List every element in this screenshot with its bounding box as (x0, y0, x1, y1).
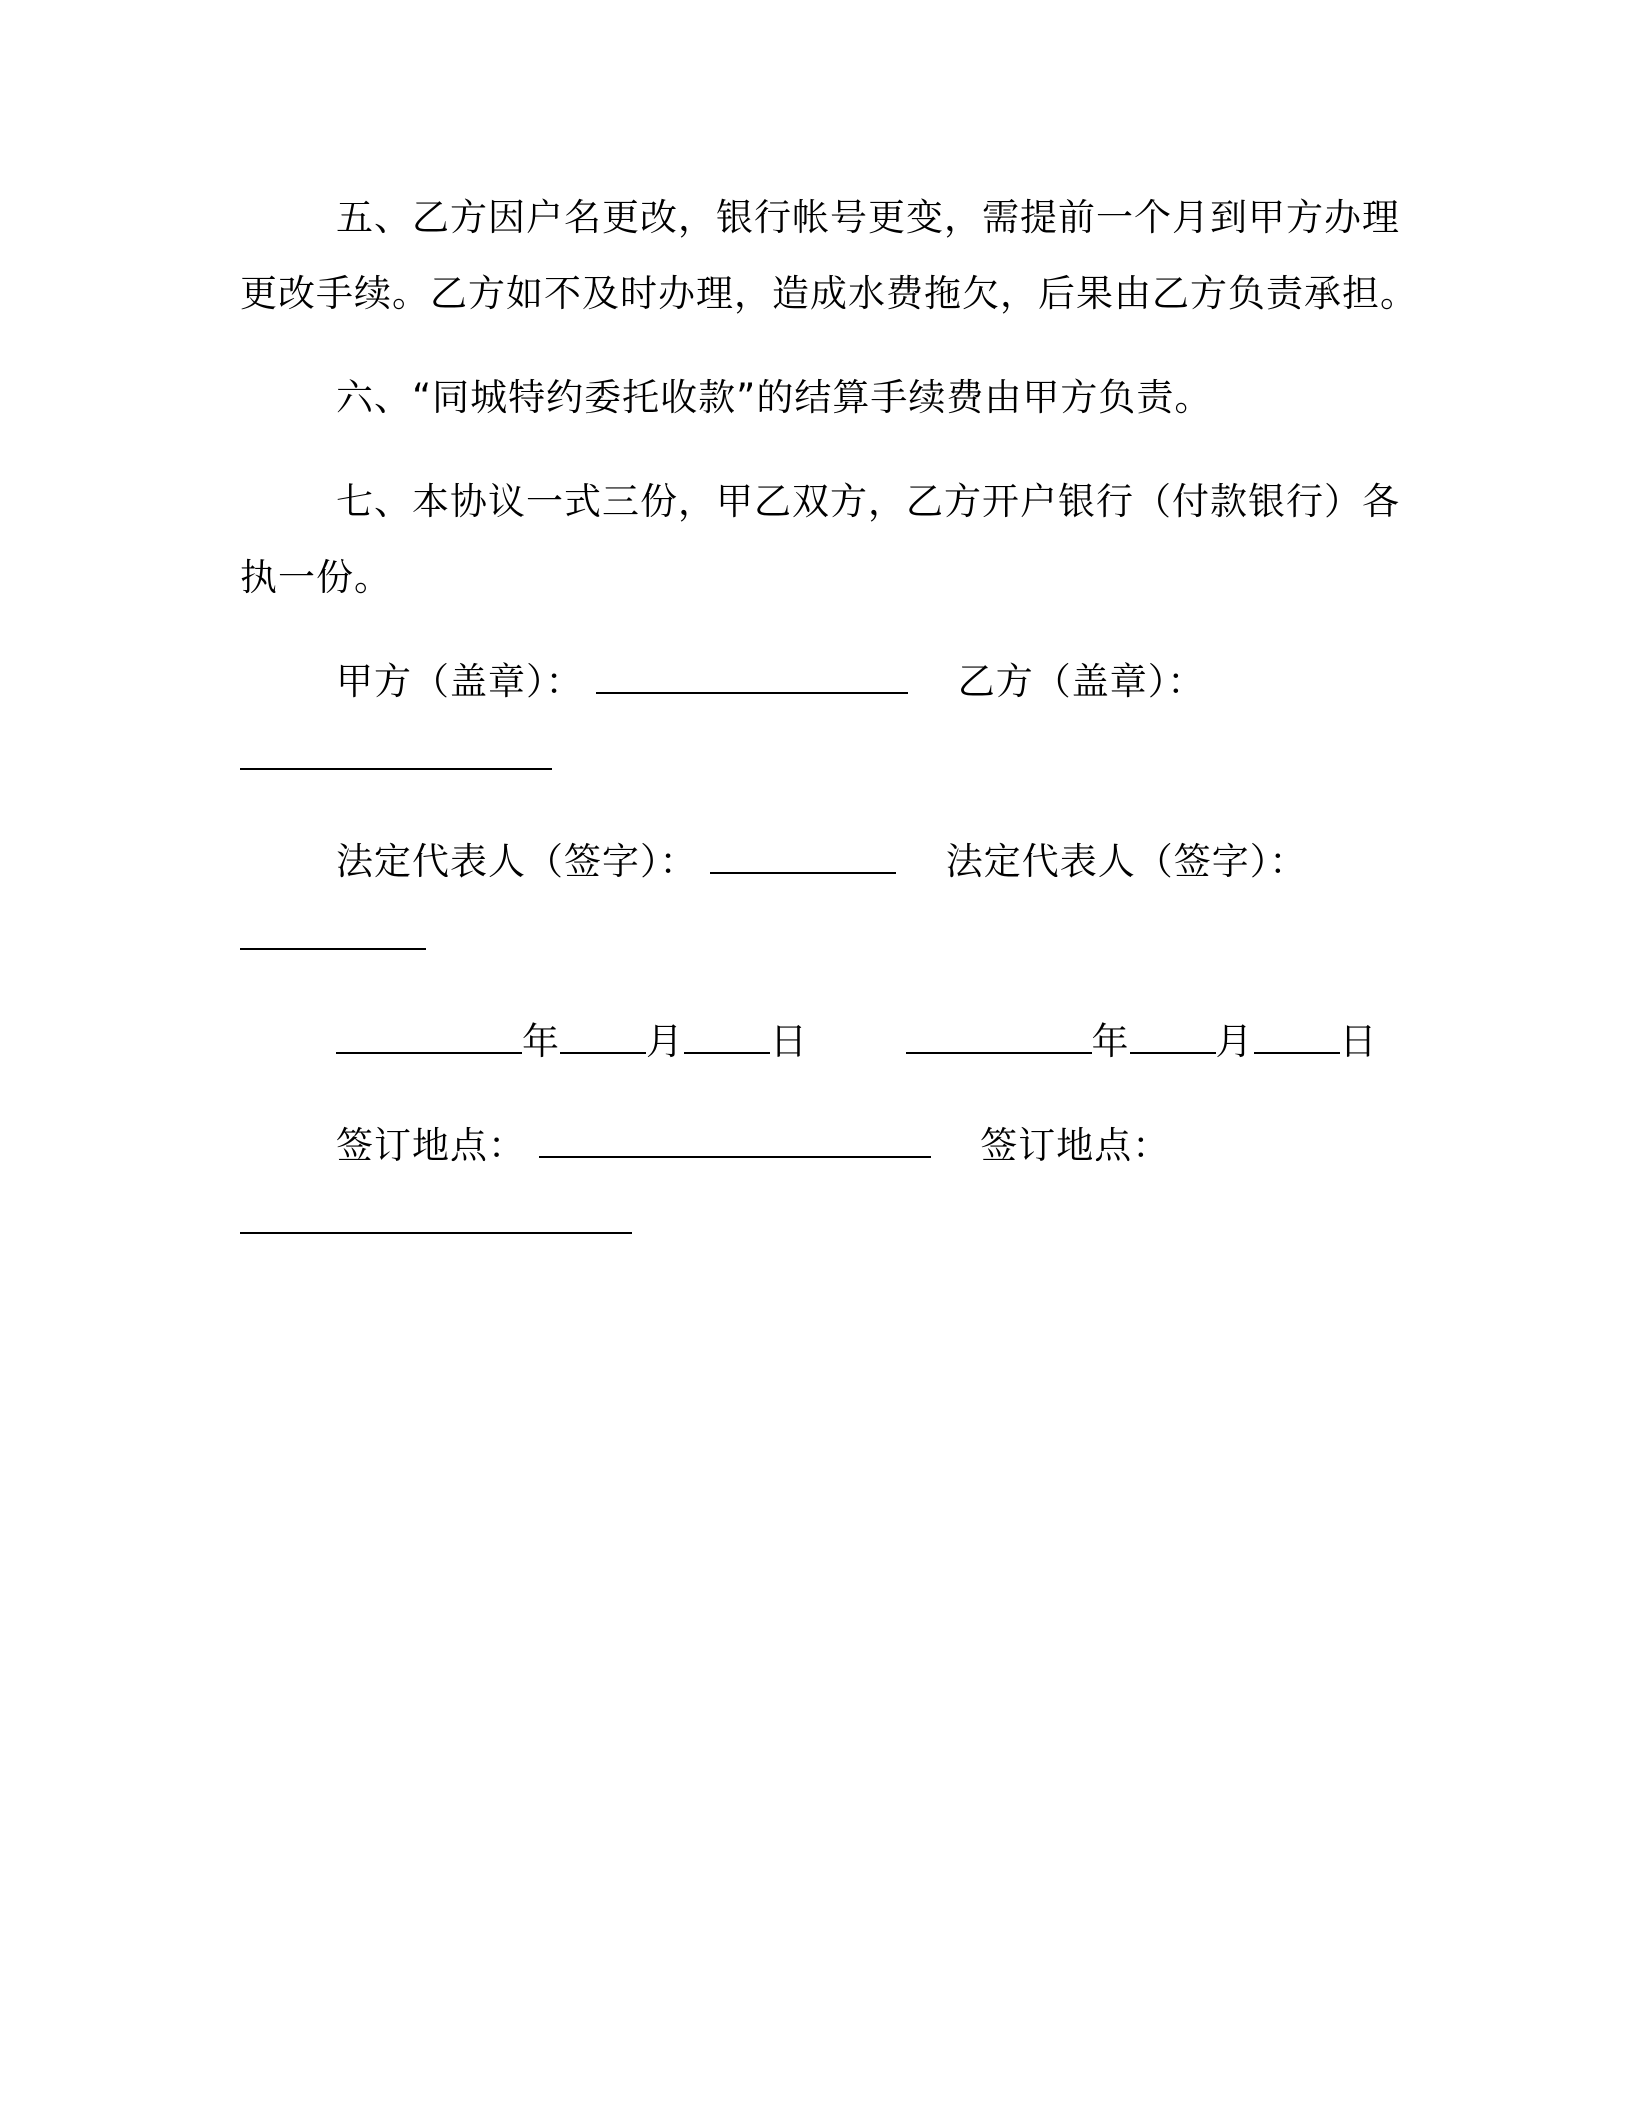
seal-row-continued (240, 734, 552, 782)
legal-rep-b-label: 法定代表人（签字）： (945, 840, 1308, 883)
seal-row (336, 658, 1205, 706)
clause-6: 六、“同城特约委托收款”的结算手续费由甲方负责。 (336, 376, 1213, 419)
clause-5-line-1: 五、乙方因户名更改，银行帐号更变，需提前一个月到甲方办理 (336, 196, 1400, 239)
party-b-seal-label: 乙方（盖章）： (957, 660, 1206, 703)
place-row (336, 1122, 1170, 1170)
party-a-seal-blank[interactable] (596, 658, 908, 694)
date-a-day-label: 日 (770, 1020, 808, 1063)
date-b-month-label: 月 (1215, 1020, 1254, 1063)
date-b-day-blank[interactable] (1254, 1018, 1340, 1054)
date-b-year-blank[interactable] (906, 1018, 1092, 1054)
legal-rep-b-blank[interactable] (240, 914, 426, 950)
place-b-label: 签订地点： (980, 1124, 1171, 1167)
date-a-month-blank[interactable] (560, 1018, 646, 1054)
date-b-year-label: 年 (1091, 1020, 1130, 1063)
legal-rep-row (336, 838, 1307, 886)
date-b-month-blank[interactable] (1130, 1018, 1216, 1054)
place-a-label: 签订地点： (336, 1124, 526, 1167)
place-row-continued (240, 1198, 632, 1246)
party-b-seal-blank[interactable] (240, 734, 552, 770)
place-b-blank[interactable] (240, 1198, 632, 1234)
date-a-day-blank[interactable] (684, 1018, 770, 1054)
date-row (336, 1018, 1378, 1066)
clause-7-line-1: 七、本协议一式三份，甲乙双方，乙方开户银行（付款银行）各 (336, 480, 1400, 523)
clause-5-line-2: 更改手续。乙方如不及时办理，造成水费拖欠，后果由乙方负责承担。 (240, 272, 1418, 315)
date-a-month-label: 月 (646, 1020, 684, 1063)
legal-rep-a-blank[interactable] (710, 838, 896, 874)
date-a-year-blank[interactable] (336, 1018, 522, 1054)
clause-7-line-2: 执一份。 (240, 556, 392, 599)
place-a-blank[interactable] (539, 1122, 931, 1158)
legal-rep-a-label: 法定代表人（签字）： (336, 840, 698, 883)
party-a-seal-label: 甲方（盖章）： (336, 660, 584, 703)
legal-rep-row-continued (240, 914, 426, 962)
date-a-year-label: 年 (522, 1020, 560, 1063)
date-b-day-label: 日 (1339, 1020, 1378, 1063)
